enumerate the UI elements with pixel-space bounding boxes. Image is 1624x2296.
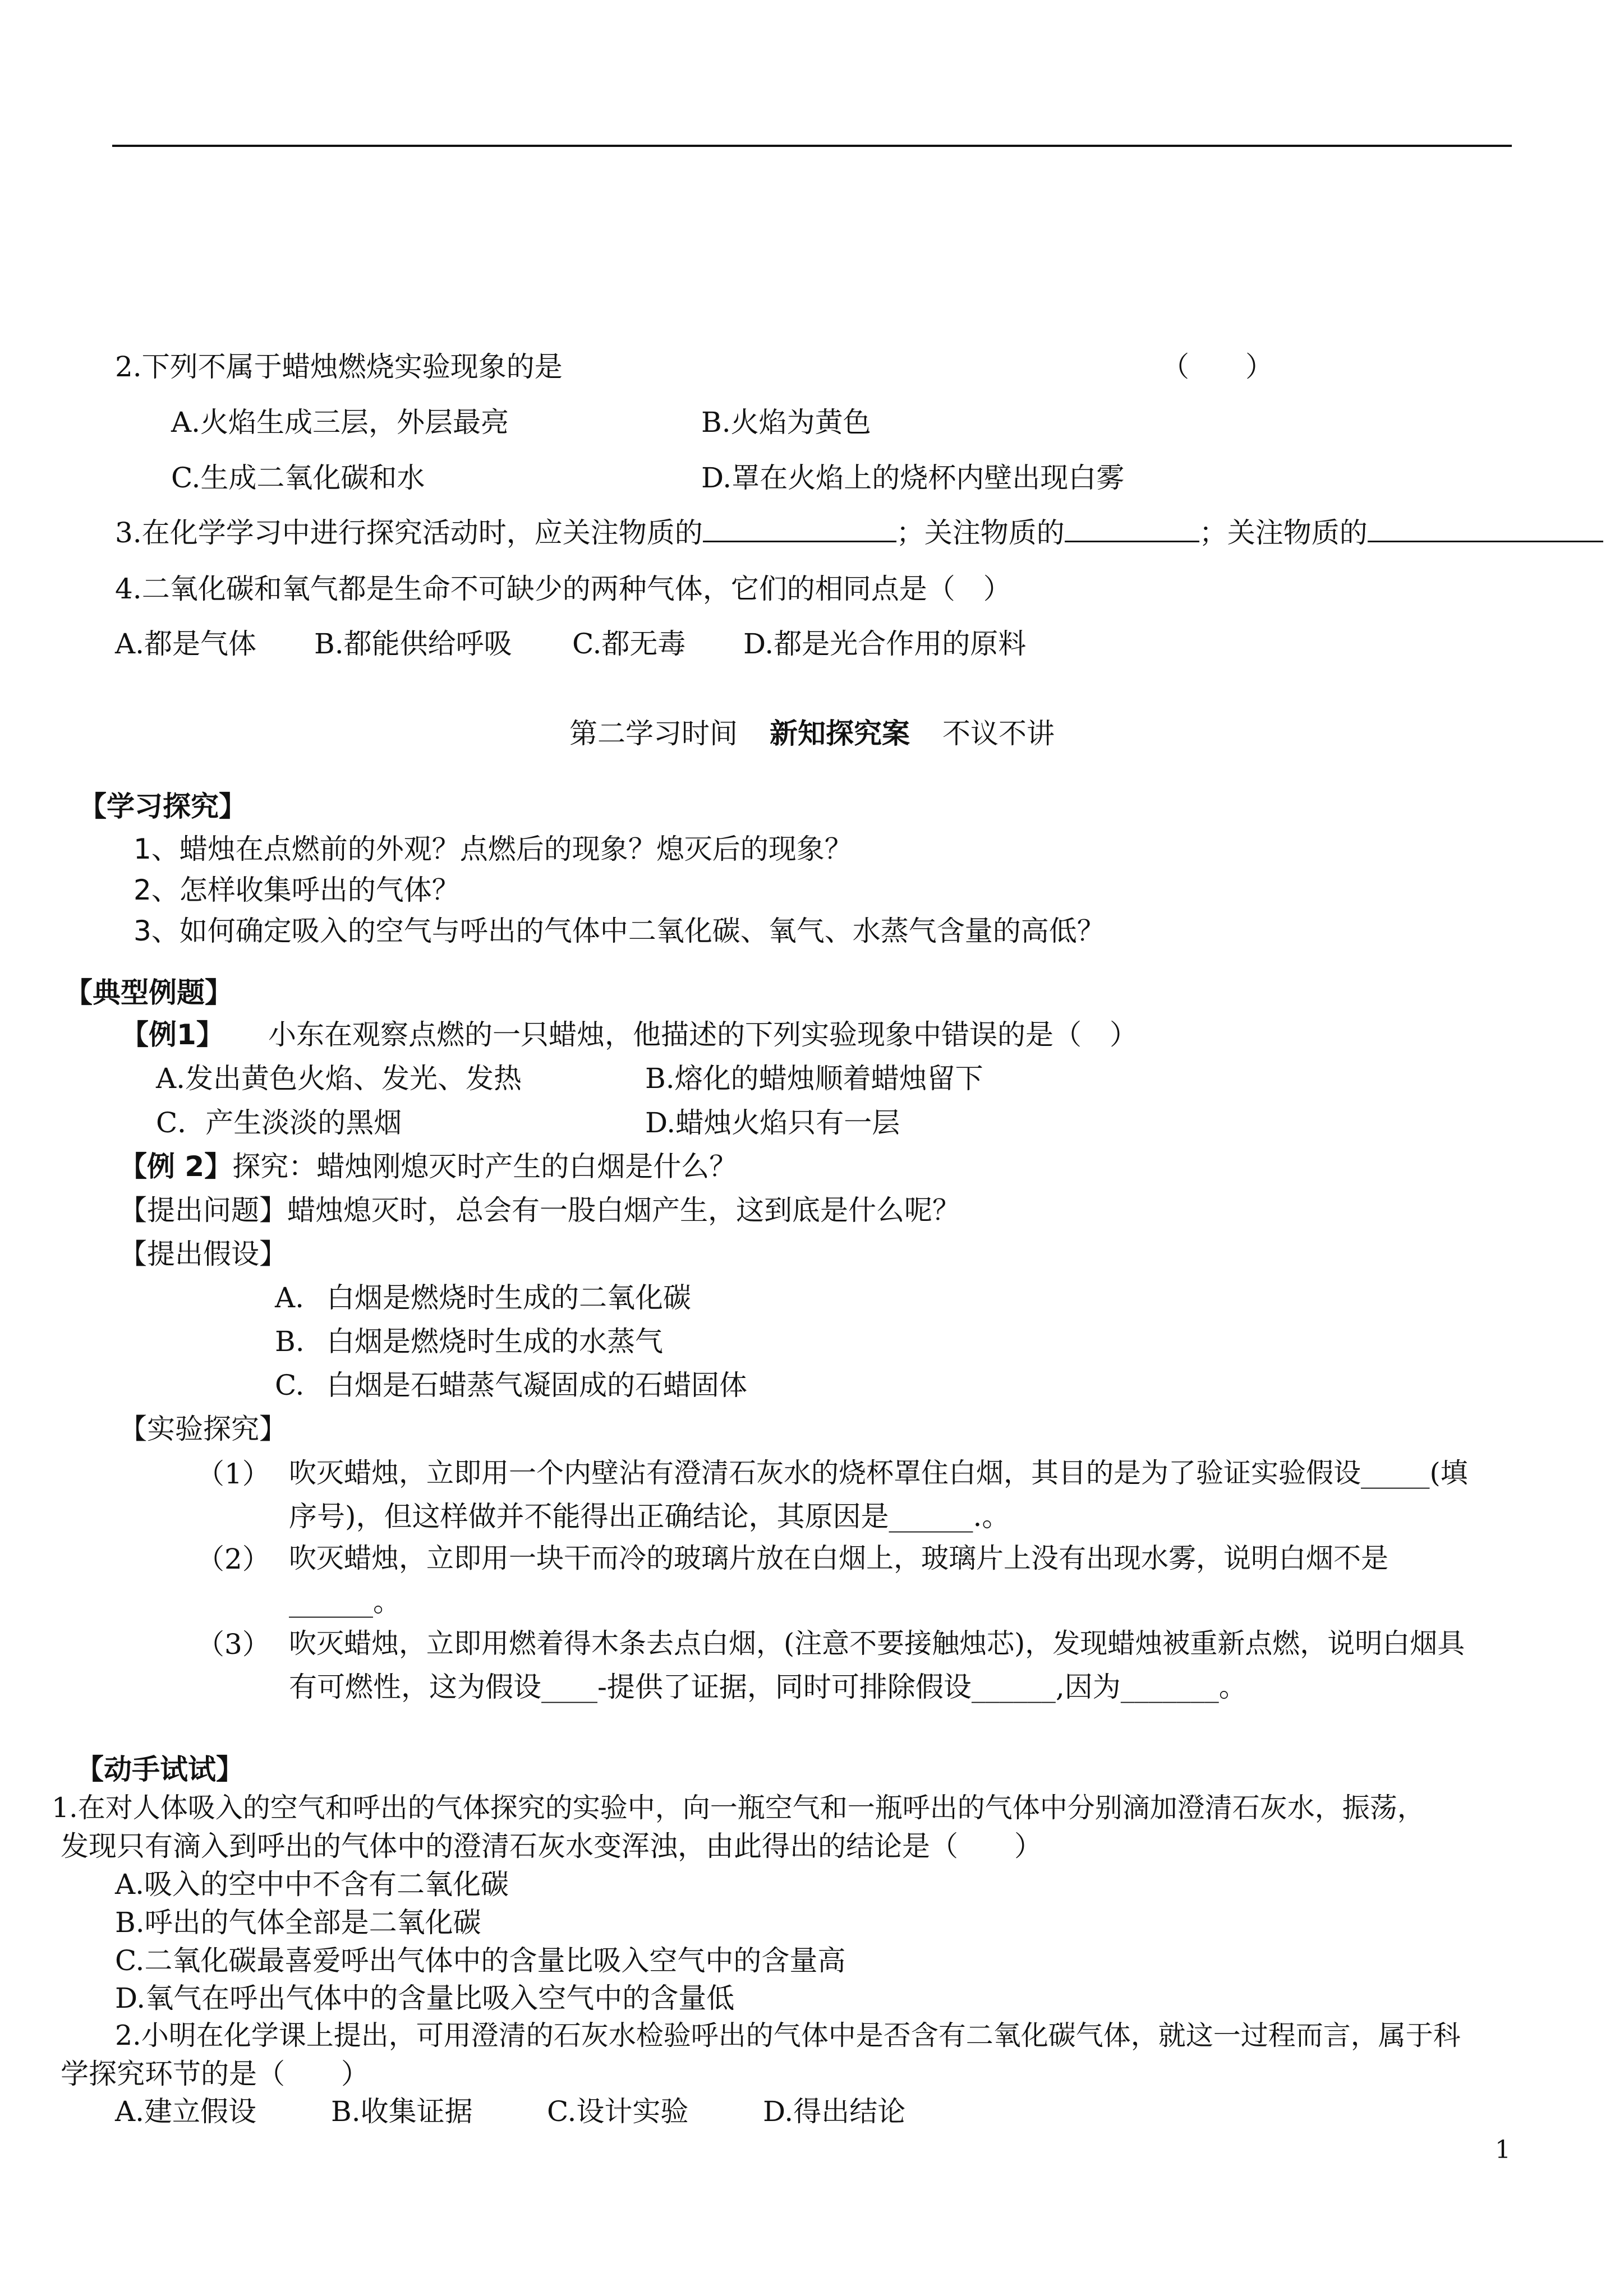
question-tag: 【提出问题】 [119,1194,287,1227]
question-3-part-3: ；关注物质的 [1199,517,1368,549]
practice-question-1-cont: 发现只有滴入到呼出的气体中的澄清石灰水变浑浊，由此得出的结论是（ ） [61,1830,1042,1862]
question-text: 蜡烛熄灭时，总会有一股白烟产生，这到底是什么呢？ [287,1194,960,1227]
answer-bracket: （ ） [1161,351,1273,383]
experiment-item-text: 有可燃性，这为假设____-提供了证据，同时可排除假设______,因为_______。 [289,1671,1247,1703]
experiment-item-number: （2） [196,1543,270,1575]
examples-title: 【典型例题】 [65,976,233,1009]
option-c: C.二氧化碳最喜爱呼出气体中的含量比吸入空气中的含量高 [115,1944,846,1977]
practice-title: 【动手试试】 [76,1753,244,1786]
example-1-tag: 【例1】 [121,1018,224,1051]
explore-item: 3、如何确定吸入的空气与呼出的气体中二氧化碳、氧气、水蒸气含量的高低？ [134,915,1105,947]
hypothesis-label: A. [275,1281,305,1314]
hypothesis-text: 白烟是燃烧时生成的水蒸气 [326,1325,663,1358]
section-heading-right: 不议不讲 [942,717,1055,750]
experiment-item-text: 吹灭蜡烛，立即用一个内壁沾有澄清石灰水的烧杯罩住白烟，其目的是为了验证实验假设_____(填 [289,1457,1468,1489]
question-4-stem: 4.二氧化碳和氧气都是生命不可缺少的两种气体，它们的相同点是（ ） [115,573,1011,605]
experiment-tag: 【实验探究】 [119,1413,287,1445]
option-d: D.罩在火焰上的烧杯内壁出现白雾 [701,462,1125,494]
hypothesis-tag: 【提出假设】 [119,1238,287,1270]
option-d: D.得出结论 [763,2095,906,2128]
explore-title: 【学习探究】 [79,790,247,823]
example-2-tag: 【例 2】 [119,1150,233,1183]
experiment-item-number: （1） [196,1458,270,1490]
option-a: A.火焰生成三层，外层最亮 [171,406,509,439]
option-d: D.都是光合作用的原料 [743,628,1027,660]
answer-blank-3[interactable] [1368,516,1603,542]
explore-item: 1、蜡烛在点燃前的外观？点燃后的现象？熄灭后的现象？ [134,833,853,865]
header-rule [112,145,1512,147]
option-a: A.都是气体 [115,628,257,660]
option-b: B.都能供给呼吸 [314,628,512,660]
practice-question-1: 1.在对人体吸入的空气和呼出的气体探究的实验中，向一瓶空气和一瓶呼出的气体中分别滴加澄清石灰水，振荡， [52,1792,1425,1824]
hypothesis-text: 白烟是石蜡蒸气凝固成的石蜡固体 [326,1369,747,1401]
option-c: C.设计实验 [547,2095,689,2128]
question-3-part-1: 3.在化学学习中进行探究活动时，应关注物质的 [115,517,703,549]
experiment-item-text: ______。 [289,1585,401,1618]
hypothesis-label: C. [275,1369,305,1401]
option-b: B.火焰为黄色 [701,406,871,439]
answer-blank-2[interactable] [1065,516,1199,542]
experiment-item-text: 吹灭蜡烛，立即用一块干而冷的玻璃片放在白烟上，玻璃片上没有出现水雾，说明白烟不是 [289,1542,1389,1574]
section-heading-title: 新知探究案 [770,717,910,750]
option-a: A.吸入的空中中不含有二氧化碳 [115,1868,509,1901]
experiment-item-number: （3） [196,1628,270,1661]
option-c: C．产生淡淡的黑烟 [156,1106,402,1139]
example-1-stem: 小东在观察点燃的一只蜡烛，他描述的下列实验现象中错误的是（ ） [268,1018,1138,1051]
option-b: B.收集证据 [331,2095,473,2128]
example-2-text: 探究：蜡烛刚熄灭时产生的白烟是什么？ [232,1150,738,1183]
option-a: A.建立假设 [115,2095,257,2128]
option-b: B.呼出的气体全部是二氧化碳 [115,1906,481,1939]
option-b: B.熔化的蜡烛顺着蜡烛留下 [645,1062,983,1095]
question-3-part-2: ；关注物质的 [896,517,1065,549]
practice-question-2-cont: 学探究环节的是（ ） [61,2058,369,2090]
example-2 [119,1150,737,1183]
practice-question-2: 2.小明在化学课上提出，可用澄清的石灰水检验呼出的气体中是否含有二氧化碳气体，就这一过程而言，属于科 [115,2020,1461,2051]
question-3 [115,516,1603,550]
option-c: C.都无毒 [572,628,686,660]
option-d: D.蜡烛火焰只有一层 [645,1106,900,1139]
option-d: D.氧气在呼出气体中的含量比吸入空气中的含量低 [115,1982,735,2014]
experiment-item-text: 吹灭蜡烛，立即用燃着得木条去点白烟，(注意不要接触烛芯)，发现蜡烛被重新点燃，说明白烟具 [289,1628,1465,1659]
question-2-stem: 2.下列不属于蜡烛燃烧实验现象的是 [115,351,563,383]
option-c: C.生成二氧化碳和水 [171,462,425,494]
page-number: 1 [1495,2136,1511,2164]
section-heading-left: 第二学习时间 [569,717,738,750]
explore-item: 2、怎样收集呼出的气体？ [134,874,460,906]
option-a: A.发出黄色火焰、发光、发热 [156,1062,522,1095]
answer-blank-1[interactable] [703,516,896,542]
experiment-item-text: 序号)，但这样做并不能得出正确结论，其原因是______.。 [289,1500,1010,1533]
question-line [119,1193,960,1227]
hypothesis-text: 白烟是燃烧时生成的二氧化碳 [326,1281,691,1314]
hypothesis-label: B. [275,1325,305,1358]
